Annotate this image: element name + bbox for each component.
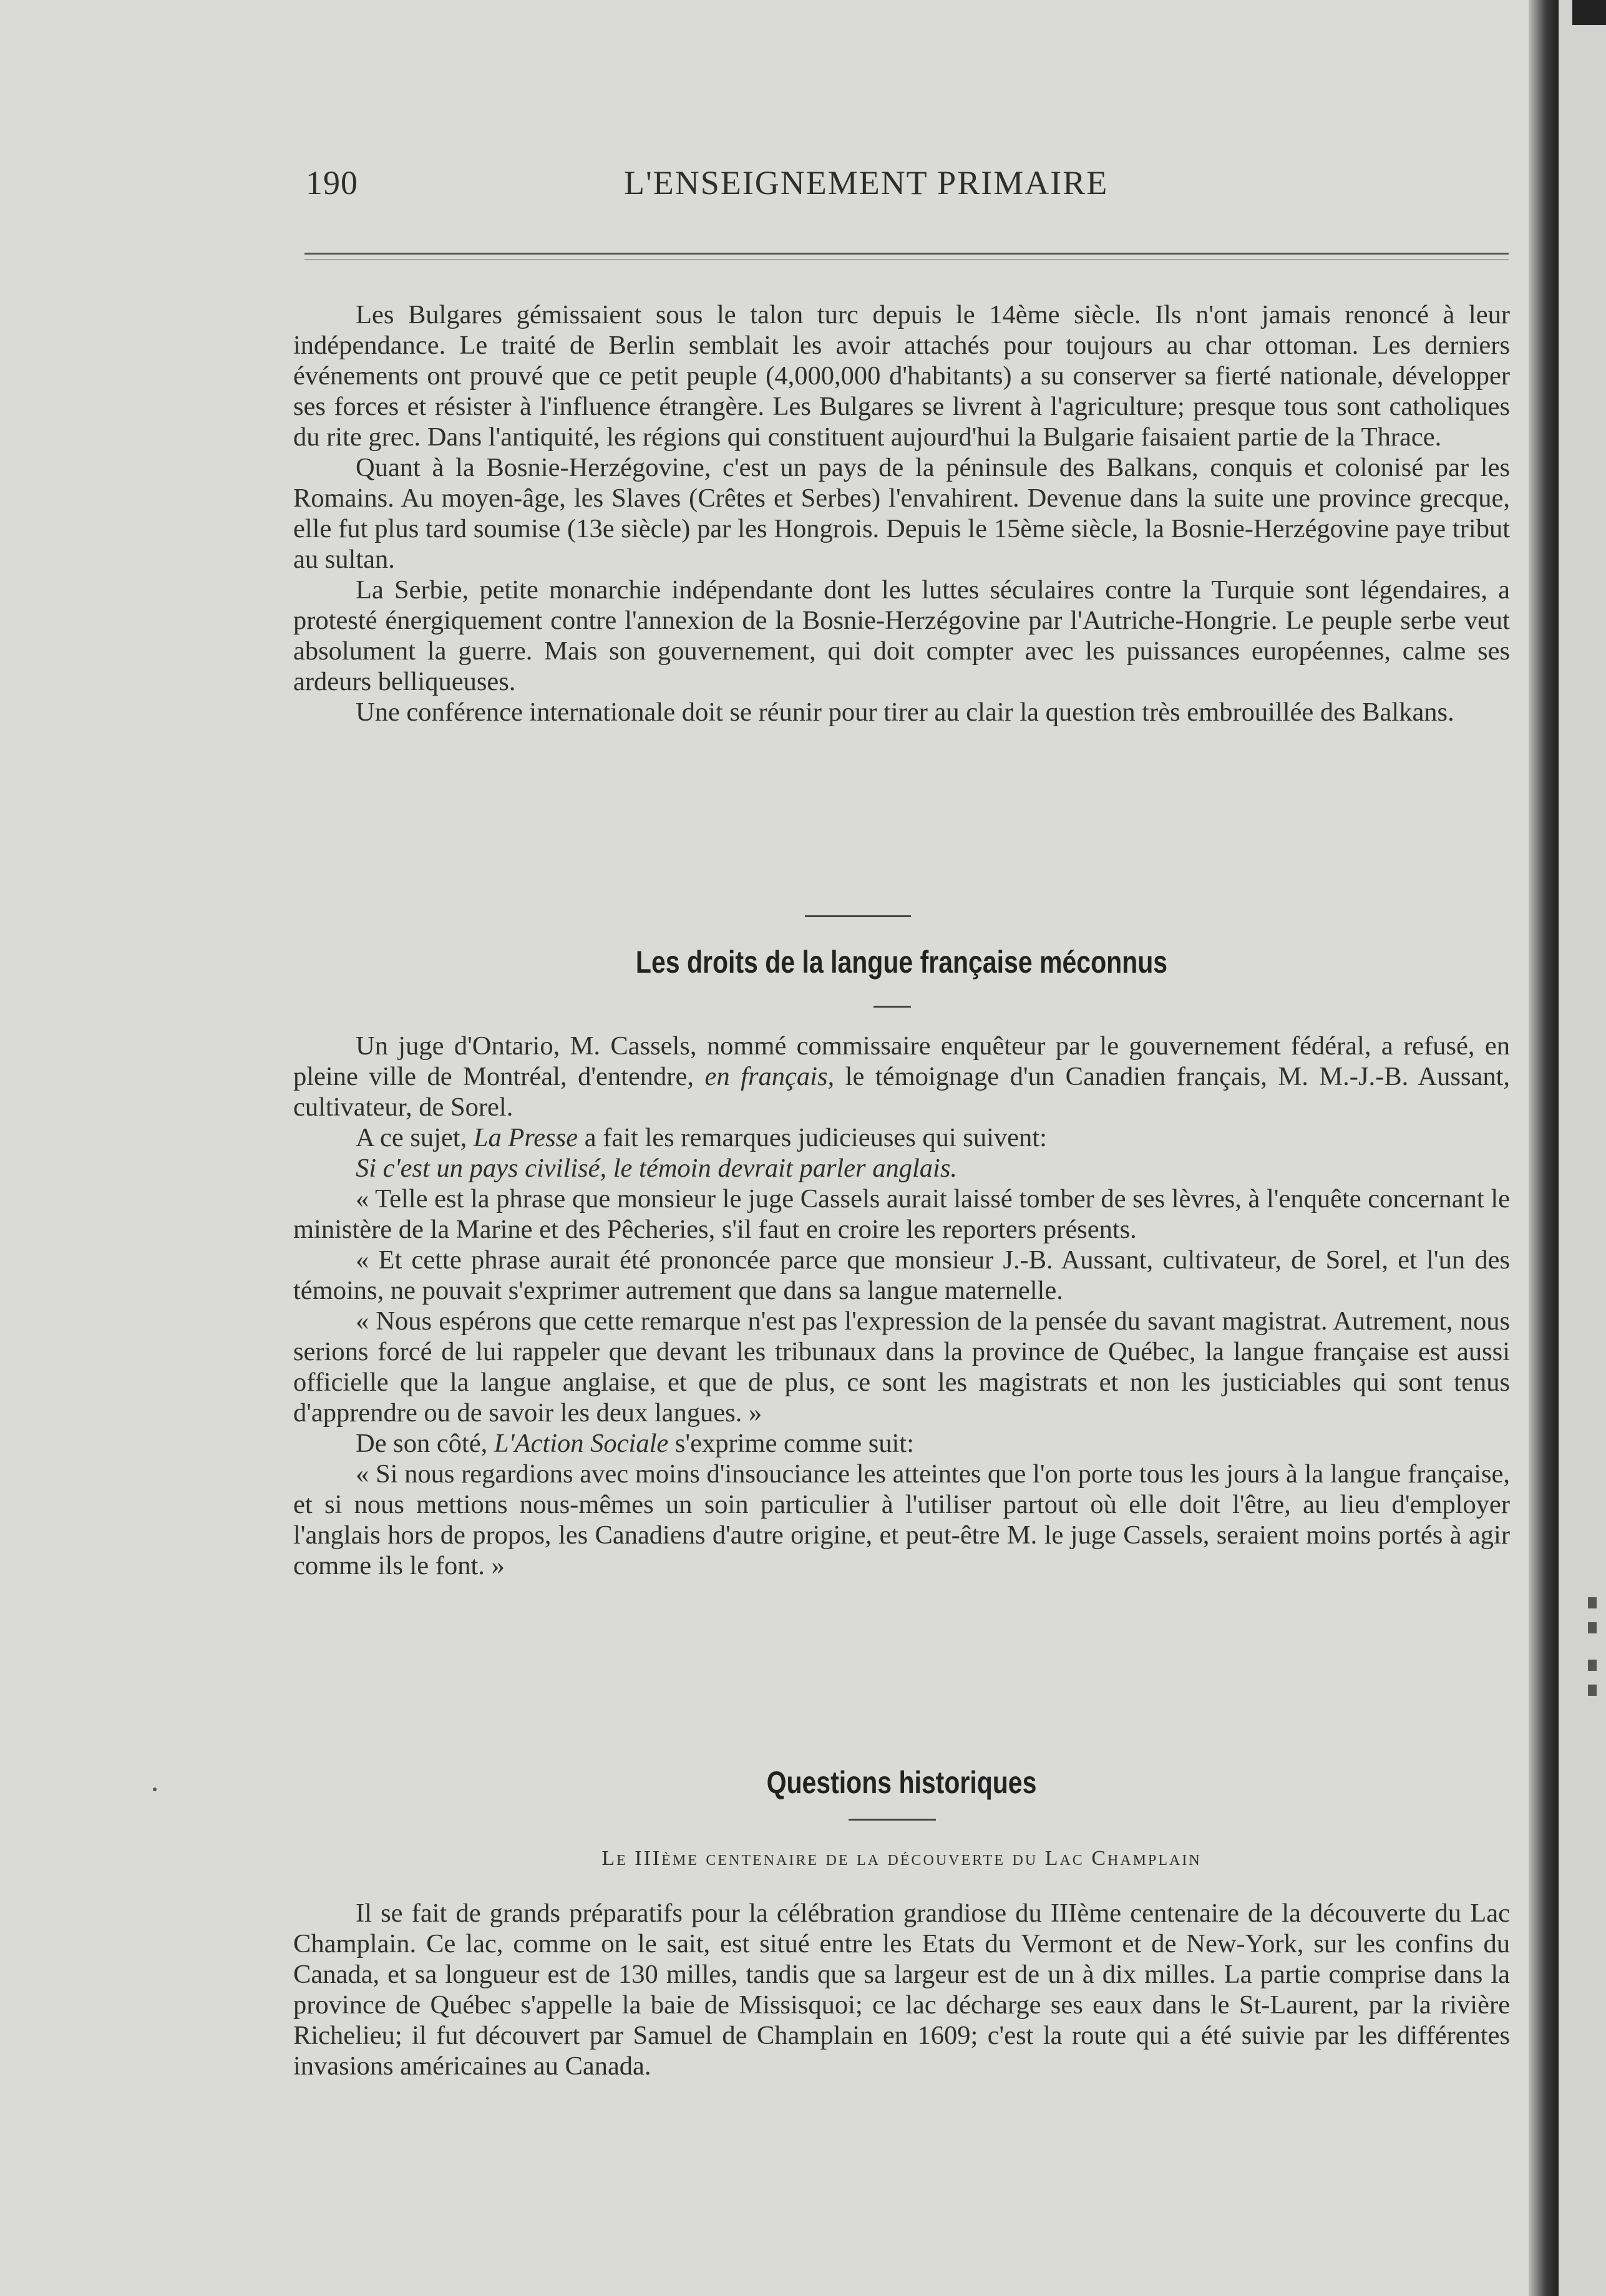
paragraph: « Telle est la phrase que monsieur le juge Cassels aurait laissé tomber de ses lèvres, à l'enquête concernant le ministère de la Marine et des Pêcheries, s'il faut en croire les reporters présents. bbox=[293, 1184, 1510, 1244]
paragraph: La Serbie, petite monarchie indépendante dont les luttes séculaires contre la Turquie sont légendaires, a protesté énergiquement contre l'annexion de la Bosnie-Herzégovine par l'Autriche-Hongrie. Le peuple serbe veut absolument la guerre. Mais son gouvernement, qui doit compter avec les puissances européennes, calme ses ardeurs belliqueuses. bbox=[293, 575, 1510, 696]
paragraph bbox=[293, 1122, 1510, 1153]
section-divider bbox=[805, 915, 911, 917]
header-rule bbox=[304, 253, 1509, 255]
paragraph: « Nous espérons que cette remarque n'est pas l'expression de la pensée du savant magistrat. Autrement, nous serions forcé de lui rappeler que devant les tribunaux dans la province de Québec, la langue française est aussi officielle que la langue anglaise, et que de plus, ce sont les magistrats et non les justiciables qui sont tenus d'apprendre ou de savoir les deux langues. » bbox=[293, 1306, 1510, 1428]
text: s'exprime comme suit: bbox=[668, 1429, 914, 1458]
facing-page-mark bbox=[1588, 1597, 1597, 1608]
balkans-text bbox=[293, 299, 1510, 727]
paragraph: « Si nous regardions avec moins d'insouciance les atteintes que l'on porte tous les jours à la langue française, et si nous mettions nous-mêmes un soin particulier à l'utiliser partout où elle doit l'être, au lieu d'employer l'anglais hors de propos, les Canadiens d'autre origine, et peut-être M. le juge Cassels, seraient moins portés à agir comme ils le font. » bbox=[293, 1459, 1510, 1580]
text: Un juge d'Ontario, M. Cassels, nommé commissaire enquêteur par le gouvernement fédéral, a refusé, en pleine ville de Montréal, d'entendre, bbox=[293, 1031, 1510, 1091]
corner-shadow bbox=[1572, 0, 1606, 25]
section-title: Questions historiques bbox=[766, 1765, 1037, 1800]
text: A ce sujet, bbox=[356, 1123, 474, 1152]
lac-champlain-text bbox=[293, 1898, 1510, 2081]
facing-page-edge bbox=[1559, 0, 1606, 2296]
facing-page-mark bbox=[1588, 1660, 1597, 1671]
text: De son côté, bbox=[356, 1429, 494, 1458]
newspaper-title: La Presse bbox=[473, 1123, 578, 1152]
section-title: Les droits de la langue française méconnus bbox=[635, 945, 1168, 980]
paragraph bbox=[293, 1153, 1510, 1184]
text: a fait les remarques judicieuses qui suivent: bbox=[578, 1123, 1047, 1152]
emphasis: en français, bbox=[704, 1062, 835, 1091]
subsection-title: Le IIIème centenaire de la découverte du Lac Champlain bbox=[601, 1847, 1202, 1870]
facing-page-mark bbox=[1588, 1685, 1597, 1696]
paragraph: « Et cette phrase aurait été prononcée parce que monsieur J.-B. Aussant, cultivateur, de Sorel, et l'un des témoins, ne pouvait s'exprimer autrement que dans sa langue maternelle. bbox=[293, 1245, 1510, 1305]
paragraph bbox=[293, 1031, 1510, 1122]
page-number: 190 bbox=[306, 164, 358, 202]
paragraph: Une conférence internationale doit se réunir pour tirer au clair la question très embrouillée des Balkans. bbox=[356, 698, 1454, 727]
title-underline bbox=[849, 1819, 936, 1821]
newspaper-title: L'Action Sociale bbox=[494, 1429, 669, 1458]
langue-francaise-text bbox=[293, 1031, 1510, 1581]
paragraph: Quant à la Bosnie-Herzégovine, c'est un pays de la péninsule des Balkans, conquis et colonisé par les Romains. Au moyen-âge, les Slaves (Crêtes et Serbes) l'envahirent. Devenue dans la suite une province grecque, elle fut plus tard soumise (13e siècle) par les Hongrois. Depuis le 15ème siècle, la Bosnie-Herzégovine paye tribut au sultan. bbox=[293, 453, 1510, 574]
text: le témoignage d'un Canadien français, M. M.-J.-B. Aussant, cultivateur, de Sorel. bbox=[293, 1062, 1511, 1122]
title-underline bbox=[874, 1006, 911, 1008]
running-header bbox=[306, 163, 1510, 207]
paragraph: Il se fait de grands préparatifs pour la célébration grandiose du IIIème centenaire de la découverte du Lac Champlain. Ce lac, comme on le sait, est situé entre les Etats du Vermont et de New-York, sur les confins du Canada, et sa longueur est de 130 milles, tandis que sa largeur est de un à dix milles. La partie comprise dans la province de Québec s'appelle la baie de Missisquoi; ce lac décharge ses eaux dans le St-Laurent, par la rivière Richelieu; il fut découvert par Samuel de Champlain en 1609; c'est la route qui a été suivie par les différentes invasions américaines au Canada. bbox=[293, 1899, 1510, 2081]
book-spine bbox=[1529, 0, 1559, 2296]
paragraph bbox=[293, 1428, 1510, 1459]
stray-mark bbox=[153, 1788, 157, 1791]
running-title: L'ENSEIGNEMENT PRIMAIRE bbox=[624, 164, 1109, 202]
header-rule-thin bbox=[304, 259, 1509, 260]
paragraph: Les Bulgares gémissaient sous le talon turc depuis le 14ème siècle. Ils n'ont jamais renoncé à leur indépendance. Le traité de Berlin semblait les avoir attachés pour toujours au char ottoman. Les derniers événements ont prouvé que ce petit peuple (4,000,000 d'habitants) a su conserver sa fierté nationale, développer ses forces et résister à l'influence étrangère. Les Bulgares se livrent à l'agriculture; presque tous sont catholiques du rite grec. Dans l'antiquité, les régions qui constituent aujourd'hui la Bulgarie faisaient partie de la Thrace. bbox=[293, 300, 1510, 452]
quotation: Si c'est un pays civilisé, le témoin devrait parler anglais. bbox=[356, 1154, 957, 1183]
facing-page-mark bbox=[1588, 1622, 1597, 1633]
